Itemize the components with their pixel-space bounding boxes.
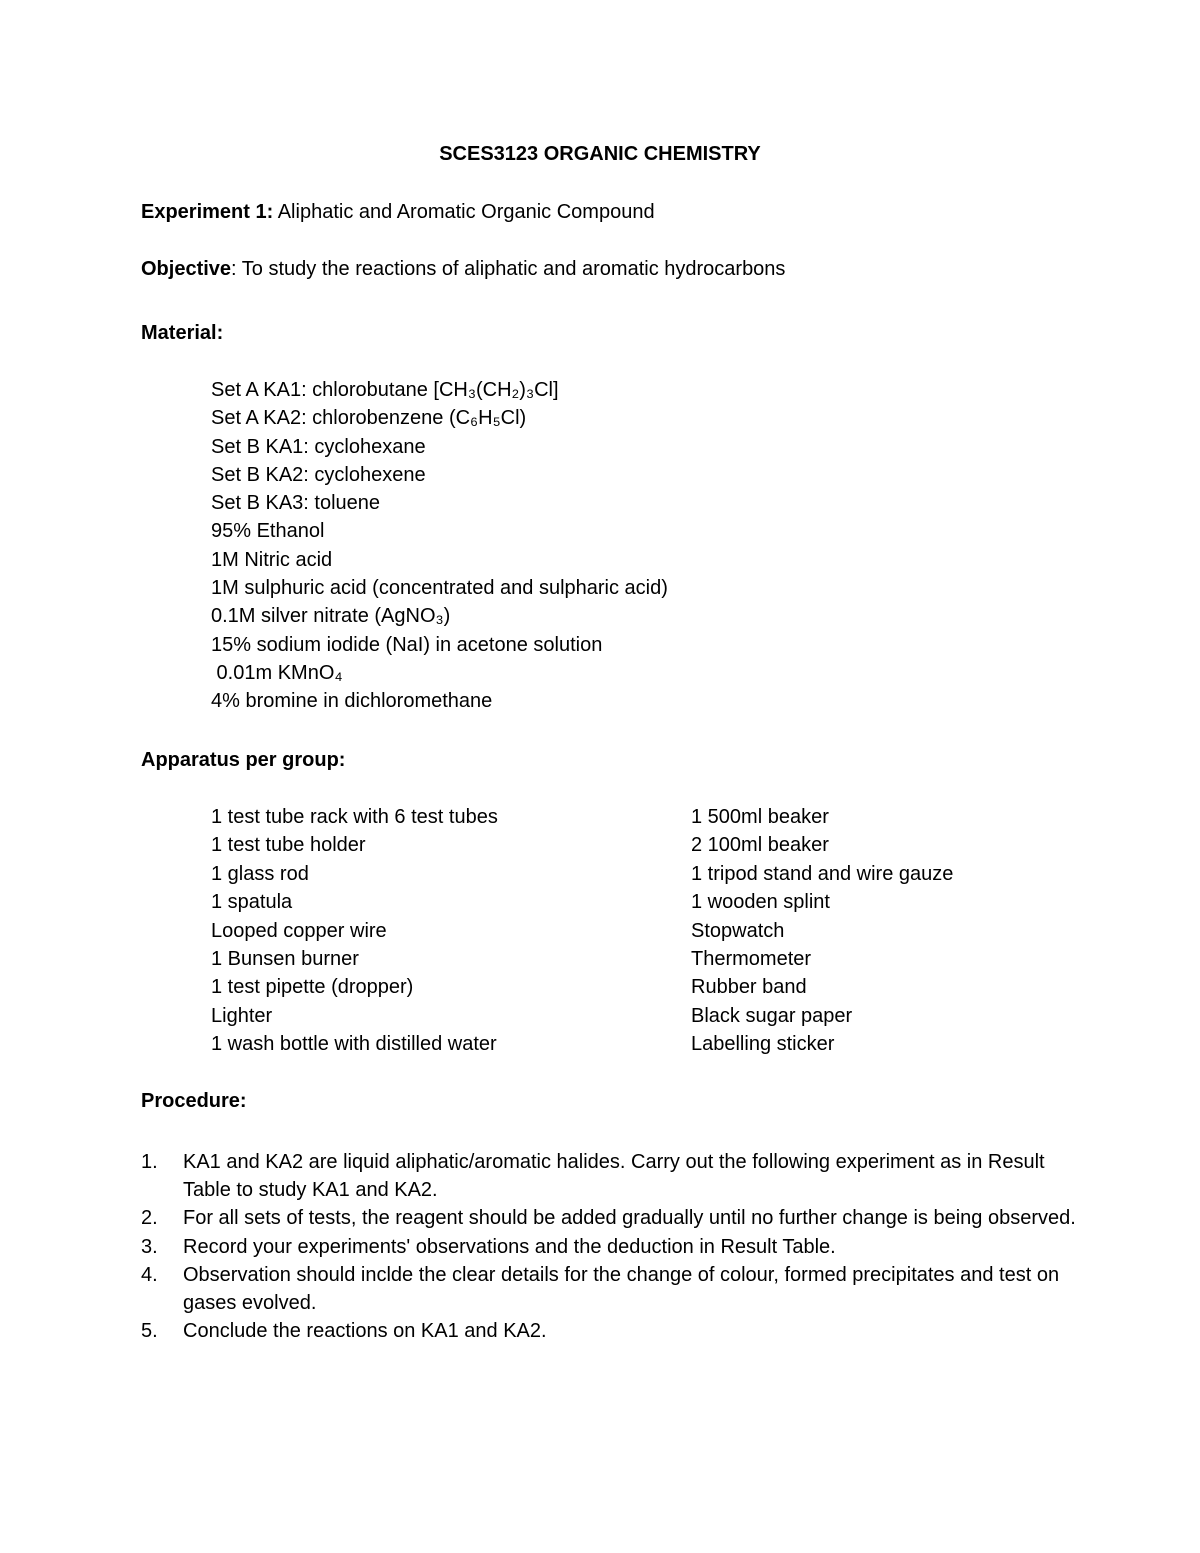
- objective-label: Objective: [141, 258, 232, 280]
- step-number: 5.: [141, 1320, 158, 1343]
- material-item: 0.1M silver nitrate (AgNO₃): [211, 605, 451, 628]
- experiment-line: [141, 202, 655, 222]
- procedure-list: [141, 1148, 1081, 1345]
- apparatus-item: 1 glass rod: [211, 862, 309, 885]
- procedure-step: [141, 1204, 1081, 1232]
- apparatus-left-column: [211, 807, 498, 1063]
- apparatus-item: 1 test tube holder: [211, 834, 366, 857]
- step-text: Conclude the reactions on KA1 and KA2.: [183, 1320, 547, 1343]
- apparatus-item: 1 test tube rack with 6 test tubes: [211, 806, 498, 828]
- apparatus-item: Looped copper wire: [211, 919, 387, 942]
- experiment-text: Aliphatic and Aromatic Organic Compound: [273, 201, 655, 223]
- step-number: 4.: [141, 1263, 158, 1286]
- apparatus-right-column: [691, 807, 953, 1063]
- step-number: 1.: [141, 1151, 158, 1173]
- apparatus-item: 1 wooden splint: [691, 891, 830, 914]
- procedure-step: [141, 1148, 1081, 1204]
- material-item: 4% bromine in dichloromethane: [211, 690, 493, 713]
- material-item: 1M sulphuric acid (concentrated and sulpharic acid): [211, 577, 668, 600]
- material-item: 95% Ethanol: [211, 520, 325, 543]
- material-item: 15% sodium iodide (NaI) in acetone solution: [211, 633, 603, 656]
- apparatus-item: Lighter: [211, 1004, 273, 1027]
- apparatus-item: 1 test pipette (dropper): [211, 976, 414, 999]
- step-number: 3.: [141, 1235, 158, 1258]
- material-item: Set A KA2: chlorobenzene (C₆H₅Cl): [211, 407, 527, 430]
- objective-text: : To study the reactions of aliphatic and aromatic hydrocarbons: [231, 258, 786, 280]
- material-list: [211, 380, 668, 720]
- apparatus-item: Thermometer: [691, 947, 812, 970]
- material-heading: Material:: [141, 322, 224, 344]
- material-item: Set A KA1: chlorobutane [CH₃(CH₂)₃Cl]: [211, 379, 559, 401]
- procedure-step: [141, 1233, 1081, 1261]
- step-text: KA1 and KA2 are liquid aliphatic/aromatic halides. Carry out the following experiment as in Result Table to study KA1 and KA2.: [183, 1151, 1045, 1202]
- apparatus-item: 1 tripod stand and wire gauze: [691, 862, 954, 885]
- procedure-step: [141, 1317, 1081, 1345]
- procedure-step: [141, 1261, 1081, 1317]
- step-text: Record your experiments' observations and the deduction in Result Table.: [183, 1235, 836, 1258]
- procedure-heading: Procedure:: [141, 1090, 247, 1112]
- apparatus-item: 1 Bunsen burner: [211, 947, 359, 970]
- apparatus-item: Rubber band: [691, 976, 807, 999]
- material-item: 0.01m KMnO₄: [211, 661, 343, 684]
- material-item: Set B KA1: cyclohexane: [211, 435, 426, 458]
- apparatus-item: Labelling sticker: [691, 1033, 835, 1056]
- objective-line: [141, 259, 785, 279]
- step-text: Observation should inclde the clear details for the change of colour, formed precipitates and test on gases evolved.: [183, 1263, 1060, 1315]
- apparatus-heading: Apparatus per group:: [141, 749, 346, 771]
- step-number: 2.: [141, 1207, 158, 1230]
- material-item: Set B KA3: toluene: [211, 492, 381, 515]
- step-text: For all sets of tests, the reagent should be added gradually until no further change is being observed.: [183, 1207, 1076, 1230]
- material-item: Set B KA2: cyclohexene: [211, 463, 426, 486]
- apparatus-item: Stopwatch: [691, 919, 785, 942]
- apparatus-item: 1 wash bottle with distilled water: [211, 1033, 497, 1056]
- material-item: 1M Nitric acid: [211, 548, 333, 571]
- experiment-label: Experiment 1:: [141, 201, 274, 223]
- page-title: SCES3123 ORGANIC CHEMISTRY: [439, 143, 761, 165]
- apparatus-item: 2 100ml beaker: [691, 834, 829, 857]
- apparatus-item: 1 spatula: [211, 891, 293, 914]
- apparatus-item: 1 500ml beaker: [691, 806, 829, 828]
- apparatus-item: Black sugar paper: [691, 1004, 853, 1027]
